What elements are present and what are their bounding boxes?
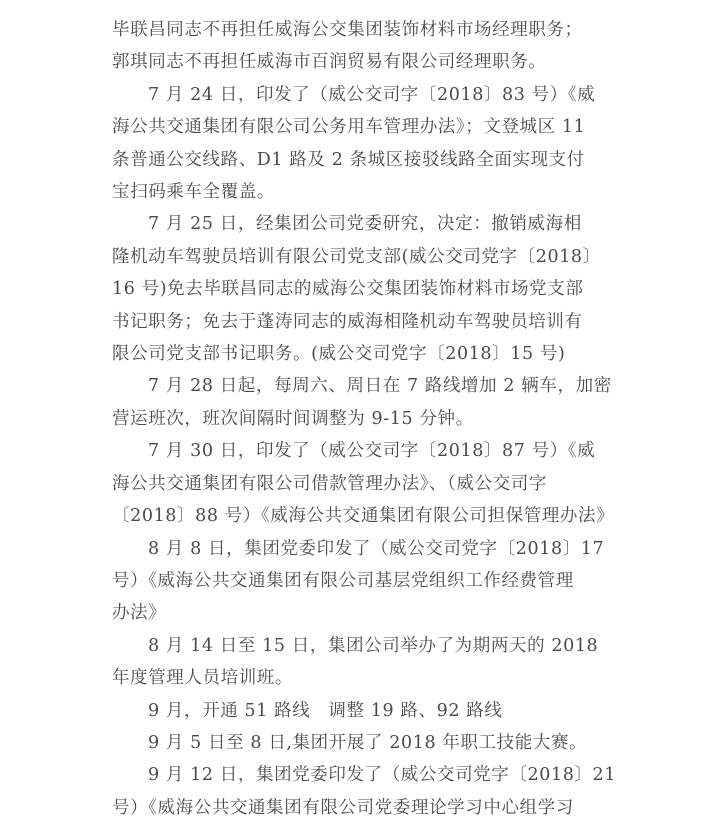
paragraph (112, 727, 612, 759)
paragraph (112, 533, 612, 630)
text-line: 16 号)免去毕联昌同志的威海公交集团装饰材料市场党支部 (112, 279, 584, 300)
text-line: 海公共交通集团有限公司公务用车管理办法》；文登城区 11 (112, 117, 586, 138)
text-line: 〔2018〕88 号）《威海公共交通集团有限公司担保管理办法》 (112, 506, 615, 527)
paragraph (112, 79, 612, 209)
text-line: 年度管理人员培训班。 (112, 668, 293, 689)
text-line: 宝扫码乘车全覆盖。 (112, 182, 275, 203)
document-body (112, 14, 616, 824)
text-line: 8 月 8 日，集团党委印发了（威公交司党字〔2018〕17 (148, 538, 605, 559)
text-line: 郭琪同志不再担任威海市百润贸易有限公司经理职务。 (112, 52, 547, 73)
text-line: 7 月 28 日起，每周六、周日在 7 路线增加 2 辆车，加密 (148, 376, 612, 397)
text-line: 号）《威海公共交通集团有限公司党委理论学习中心组学习 (112, 797, 574, 818)
text-line: 海公共交通集团有限公司借款管理办法》、（威公交司字 (112, 473, 547, 494)
text-line: 9 月 5 日至 8 日,集团开展了 2018 年职工技能大赛。 (148, 732, 588, 753)
text-line: 书记职务；免去于蓬涛同志的威海相隆机动车驾驶员培训有 (112, 311, 583, 332)
paragraph (112, 208, 612, 370)
text-line: 限公司党支部书记职务。(威公交司党字〔2018〕15 号) (112, 344, 566, 365)
text-line: 条普通公交线路、D1 路及 2 条城区接驳线路全面实现支付 (112, 149, 585, 170)
text-line: 隆机动车驾驶员培训有限公司党支部(威公交司党字〔2018〕 (112, 246, 601, 267)
text-line: 营运班次，班次间隔时间调整为 9-15 分钟。 (112, 408, 474, 429)
text-line: 8 月 14 日至 15 日，集团公司举办了为期两天的 2018 (148, 635, 599, 656)
paragraph (112, 695, 612, 727)
text-line: 7 月 24 日，印发了（威公交司字〔2018〕83 号）《威 (148, 84, 596, 105)
paragraph (112, 435, 615, 532)
text-line: 毕联昌同志不再担任威海公交集团装饰材料市场经理职务； (112, 20, 583, 40)
text-line: 7 月 25 日，经集团公司党委研究，决定：撤销威海相 (148, 214, 582, 235)
paragraph (112, 630, 612, 695)
text-line: 9 月，开通 51 路线 调整 19 路、92 路线 (148, 700, 503, 721)
paragraph (112, 759, 616, 824)
text-line: 9 月 12 日，集团党委印发了（威公交司党字〔2018〕21 (148, 765, 616, 786)
text-line: 号）《威海公共交通集团有限公司基层党组织工作经费管理 (112, 570, 574, 591)
paragraph (112, 370, 612, 435)
paragraph (112, 14, 612, 79)
text-line: 7 月 30 日，印发了（威公交司字〔2018〕87 号）《威 (148, 441, 596, 462)
text-line: 办法》 (112, 603, 167, 624)
